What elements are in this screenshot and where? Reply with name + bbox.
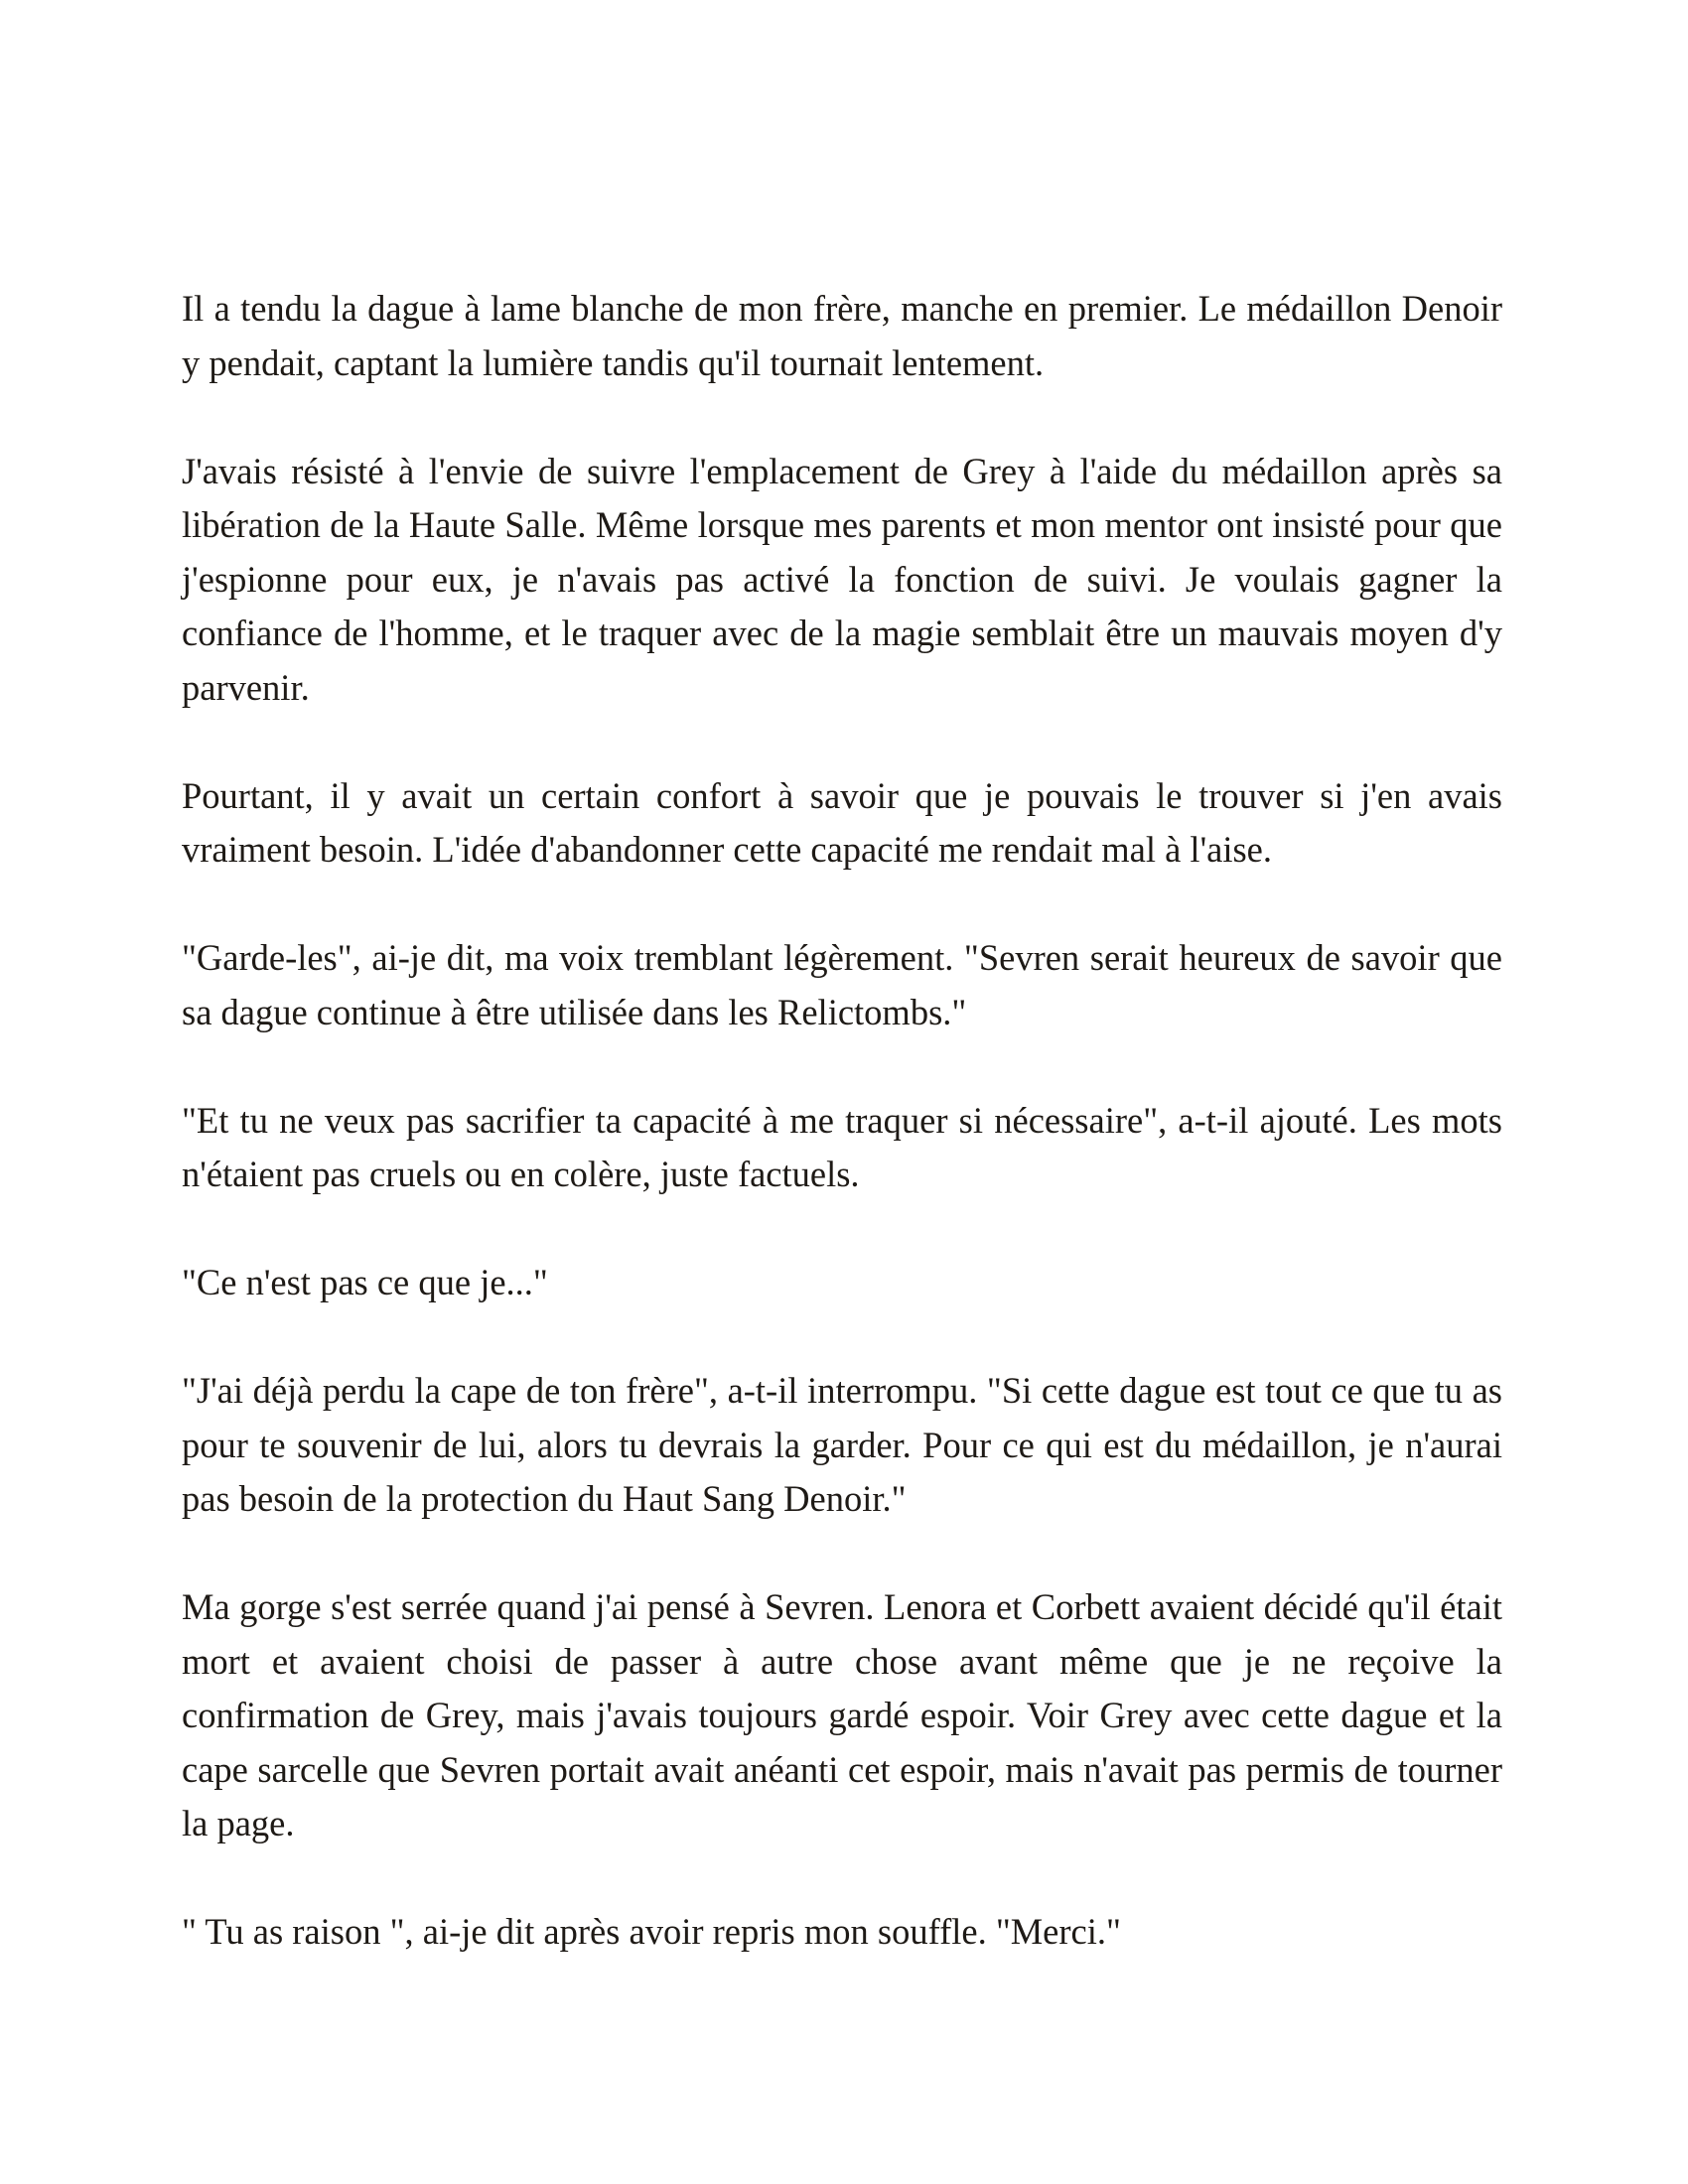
paragraph: "Et tu ne veux pas sacrifier ta capacité à me traquer si nécessaire", a-t-il ajouté. Les mots n'étaient pas cruels ou en colère, juste factuels. (182, 1099, 1502, 1194)
paragraph: "Garde-les", ai-je dit, ma voix tremblant légèrement. "Sevren serait heureux de savoir que sa dague continue à être utilisée dans les Relictombs." (182, 937, 1502, 1032)
paragraph: " Tu as raison ", ai-je dit après avoir repris mon souffle. "Merci." (182, 1911, 1121, 1952)
paragraph: Il a tendu la dague à lame blanche de mon frère, manche en premier. Le médaillon Denoir y pendait, captant la lumière tandis qu'il tournait lentement. (182, 288, 1502, 383)
paragraph: Ma gorge s'est serrée quand j'ai pensé à Sevren. Lenora et Corbett avaient décidé qu'il était mort et avaient choisi de passer à autre chose avant même que je ne reçoive la confirmation de Grey, mais j'avais toujours gardé espoir. Voir Grey avec cette dague et la cape sarcelle que Sevren portait avait anéanti cet espoir, mais n'avait pas permis de tourner la page. (182, 1586, 1502, 1843)
paragraph: Pourtant, il y avait un certain confort à savoir que je pouvais le trouver si j'en avais vraiment besoin. L'idée d'abandonner cette capacité me rendait mal à l'aise. (182, 774, 1502, 870)
paragraph: "Ce n'est pas ce que je..." (182, 1262, 548, 1302)
paragraph: "J'ai déjà perdu la cape de ton frère", a-t-il interrompu. "Si cette dague est tout ce que tu as pour te souvenir de lui, alors tu devrais la garder. Pour ce qui est du médaillon, je n'aurai pas besoin de la protection du Haut Sang Denoir." (182, 1370, 1502, 1519)
paragraph: J'avais résisté à l'envie de suivre l'emplacement de Grey à l'aide du médaillon après sa libération de la Haute Salle. Même lorsque mes parents et mon mentor ont insisté pour que j'espionne pour eux, je n'avais pas activé la fonction de suivi. Je voulais gagner la confiance de l'homme, et le traquer avec de la magie semblait être un mauvais moyen d'y parvenir. (182, 450, 1502, 708)
document-page (182, 282, 1502, 1960)
